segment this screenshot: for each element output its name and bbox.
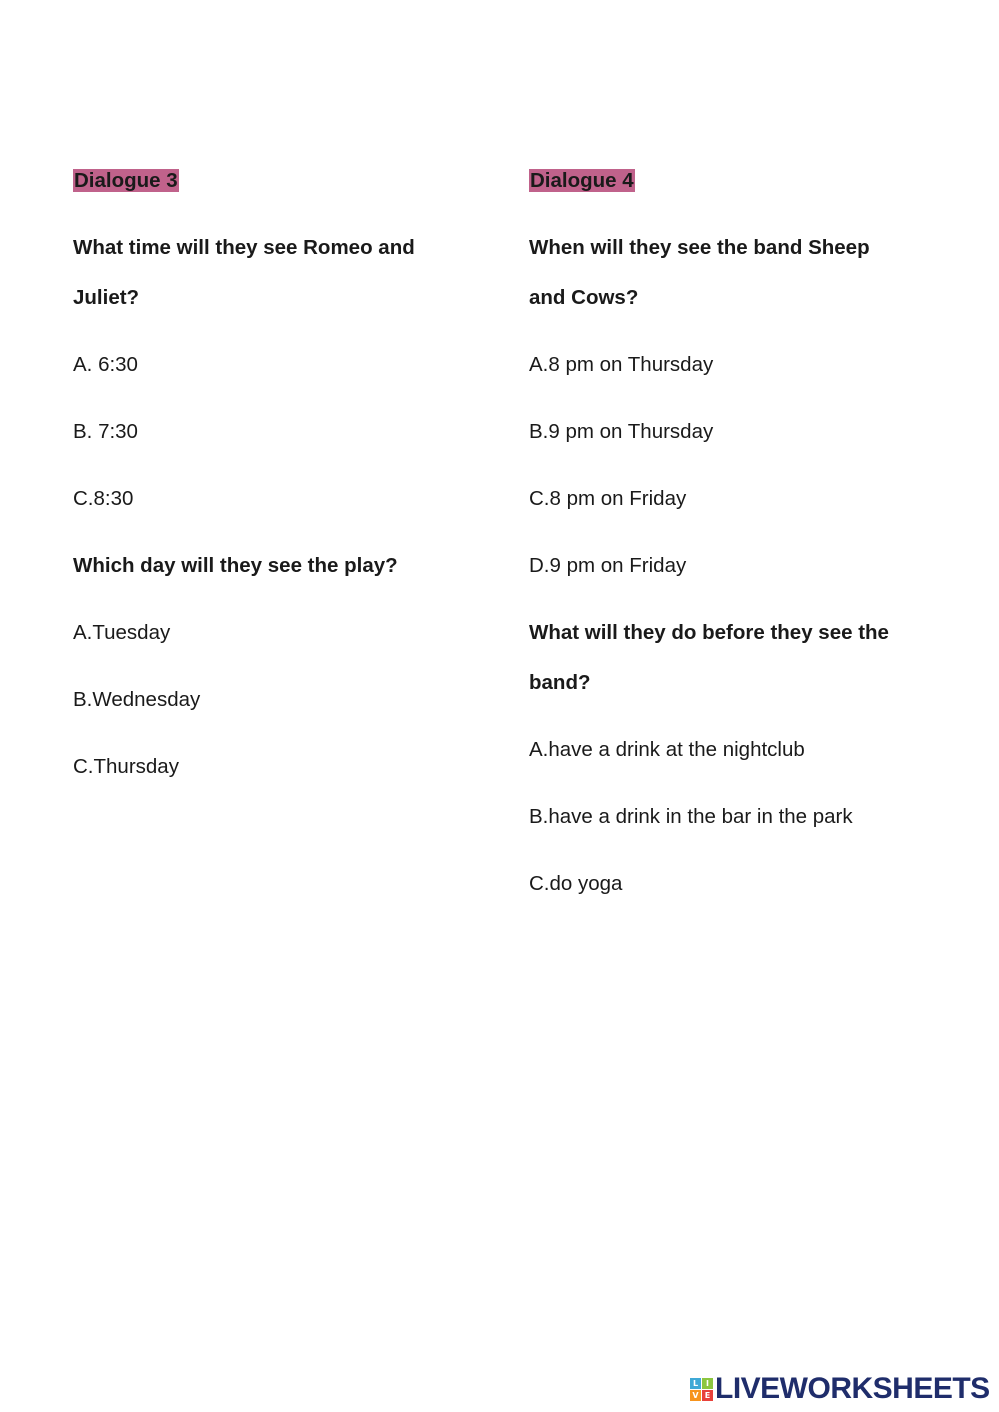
dialogue-3-heading: Dialogue 3 (74, 169, 178, 192)
question-time-line-2: Juliet? (73, 286, 140, 309)
option-b: B. 7:30 (73, 420, 138, 443)
logo-tile-v: V (690, 1390, 701, 1401)
question-band-line-1: When will they see the band Sheep (529, 236, 870, 259)
option-c: C.8 pm on Friday (529, 487, 687, 510)
option-c: C.do yoga (529, 872, 623, 895)
dialogue-4-heading: Dialogue 4 (530, 169, 634, 192)
logo-text: LIVEWORKSHEETS (715, 1372, 990, 1405)
option-a: A.Tuesday (73, 621, 171, 644)
option-b: B.Wednesday (73, 688, 201, 711)
option-d: D.9 pm on Friday (529, 554, 687, 577)
liveworksheets-logo (690, 1372, 990, 1406)
option-c: C.Thursday (73, 755, 179, 778)
question-before-line-2: band? (529, 671, 591, 694)
logo-tile-i: I (702, 1378, 713, 1389)
logo-tile-l: L (690, 1378, 701, 1389)
option-a: A.have a drink at the nightclub (529, 738, 805, 761)
option-a: A. 6:30 (73, 353, 138, 376)
question-band-line-2: and Cows? (529, 286, 639, 309)
liveworksheets-logo-mark (690, 1378, 713, 1401)
option-b: B.9 pm on Thursday (529, 420, 714, 443)
question-time-line-1: What time will they see Romeo and (73, 236, 415, 259)
question-before-line-1: What will they do before they see the (529, 621, 889, 644)
option-c: C.8:30 (73, 487, 134, 510)
question-day: Which day will they see the play? (73, 554, 398, 577)
option-b: B.have a drink in the bar in the park (529, 805, 853, 828)
logo-tile-e: E (702, 1390, 713, 1401)
option-a: A.8 pm on Thursday (529, 353, 714, 376)
